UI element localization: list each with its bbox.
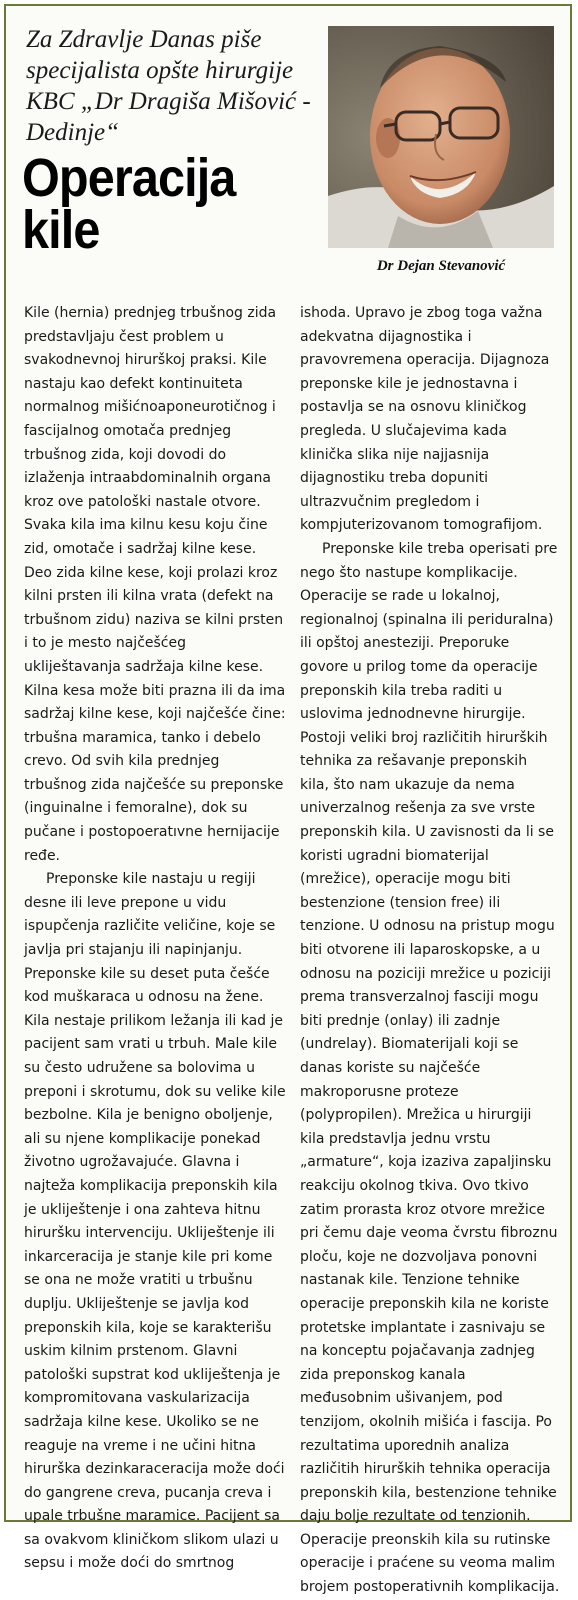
- author-photo: [328, 26, 554, 248]
- photo-caption: Dr Dejan Stevanović: [376, 258, 506, 274]
- paragraph: ishoda. Upravo je zbog toga važna adekvatna dijagnostika i pravovremena operacija. Dijagnoza preponske kile je jednostavna i postavlja se na osnovu kliničkog pregleda. U slučajevima kada klinička slika nije najjasnija dijagnostiku treba dopuniti ultrazvučnim pregledom i kompjuterizovanom tomografijom.: [300, 305, 550, 534]
- article-column-right: [300, 302, 560, 1600]
- intro-text: Za Zdravlje Danas piše specijalista opšte hirurgije KBC „Dr Dragiša Mišović - Dedinje“: [26, 26, 311, 146]
- paragraph: Kile (hernia) prednjeg trbušnog zida predstavljaju čest problem u svakodnevnoj hirurškoj praksi. Kile nastaju kao defekt kontinuiteta normalnog mišićnoaponeurotičnog i fascijalnog omotača prednjeg trbušnog zida, koji dovodi do izlaženja intraabdominalnih organa kroz ove patološki nastale otvore. Svaka kila ima kilnu kesu koju čine zid, omotače i sadržaj kilne kese. Deo zida kilne kese, koji prolazi kroz kilni prsten ili kilna vrata (defekt na trbušnom zidu) naziva se kilni prsten i to je mesto najčešćeg ukliještavanja sadržaja kilne kese. Kilna kesa može biti prazna ili da ima sadržaj kilne kese, koji najčešće čine: trbušna maramica, tanko i debelo crevo. Od svih kila prednjeg trbušnog zida najčešće su preponske (inguinalne i femoralne), dok su pučane i postopoeratıvne hernijacije ređe.: [24, 305, 286, 864]
- headline: Operacija kile: [22, 148, 236, 260]
- paragraph: Preponske kile treba operisati pre nego što nastupe komplikacije. Operacije se rade u lokalnoj, regionalnoj (spinalna ili periduralna) ili opštoj anesteziji. Preporuke govore u prilog tome da operacije preponskih kila treba raditi u uslovima jednodnevne hirurgije. Postoji veliki broj različitih hirurških tehnika za rešavanje preponskih kila, što nam ukazuje da nema univerzalnog rešenja za sve vrste preponskih kila. U zavisnosti da li se koristi ugradni biomaterijal (mrežice), operacije mogu biti bestenzione (tension free) ili tenzione. U odnosu na pristup mogu biti otvorene ili laparoskopske, a u odnosu na poziciji mrežice u poziciji prema transverzalnoj fasciji mogu biti prednje (onlay) ili zadnje (undrelay). Biomaterijali koji se danas koriste su najčešće makroporusne proteze (polypropilen). Mrežica u hirurgiji kila predstavlja jednu vrstu „armature“, koja izaziva zapaljinsku reakciju okolnog tkiva. Ovo tkivo zatim prorasta kroz otvore mrežice pri čemu daje veoma čvrstu fibroznu ploču, koje ne dozvoljava ponovni nastanak kile. Tenzione tehnike operacije preponskih kila ne koriste protetske implantate i zasnivaju se na konceptu pojačavanja zadnjeg zida preponskog kanala međusobnim ušivanjem, pod tenzijom, okolnih mišića i fascija. Po rezultatima uporednih analiza različitih hirurških tehnika operacija preponskih kila, bestenzione tehnike daju bolje rezultate od tenzionih. Operacije preonskih kila su rutinske operacije i praćene su veoma malim brojem postoperativnih komplikacija.: [300, 540, 560, 1596]
- author-portrait-image: [328, 26, 554, 248]
- article-column-left: [24, 302, 286, 1576]
- paragraph: Preponske kile nastaju u regiji desne ili leve prepone u vidu ispupčenja različite veličine, koje se javlja pri stajanju ili napinjanju. Preponske kile su deset puta češće kod muškaraca u odnosu na žene. Kila nestaje prilikom ležanja ili kad je pacijent sam vrati u trbuh. Male kile su često udružene sa bolovima u preponi i skrotumu, dok su velike kile bezbolne. Kila je benigno oboljenje, ali su njene komplikacije ponekad životno ugrožavajuće. Glavna i najteža komplikacija preponskih kila je ukliještenje i ona zahteva hitnu hiruršku intervenciju. Ukliještenje ili inkarceracija je stanje kile pri kome se ona ne može vratiti u trbušnu duplju. Ukliještenje se javlja kod preponskih kila, koje se karakterišu uskim kilnim prstenom. Glavni patološki supstrat kod ukliještenja je kompromitovana vaskularizacija sadržaja kilne kese. Ukoliko se ne reaguje na vreme i ne učini hitna hirurška dezinkaraceracija može doći do gangrene creva, pucanja creva i upale trbušne maramice. Pacijent sa sa ovakvom kliničkom slikom ulazi u sepsu i može doći do smrtnog: [24, 871, 286, 1572]
